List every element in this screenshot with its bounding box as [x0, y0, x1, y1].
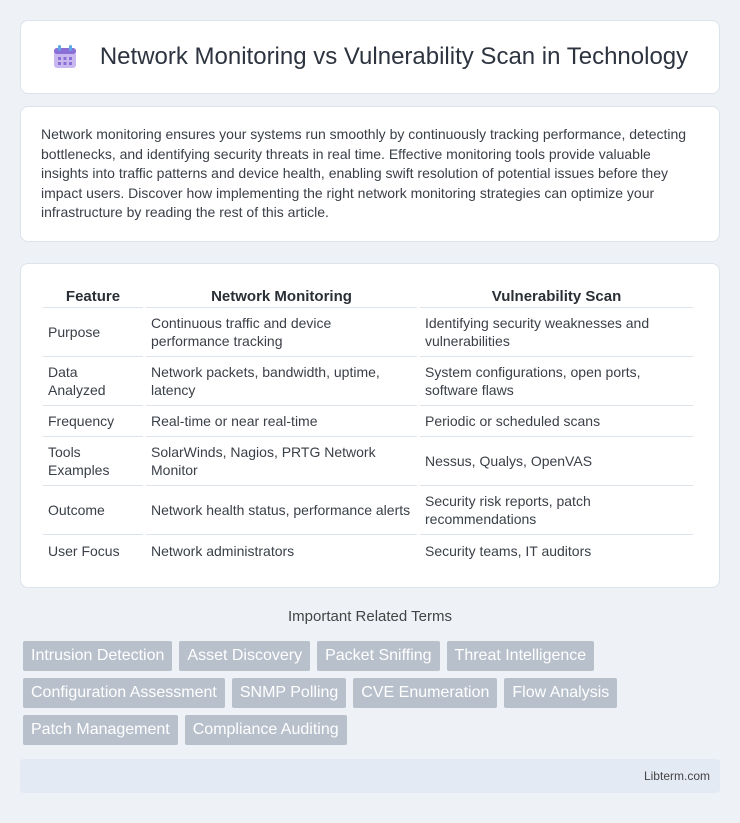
table-row [43, 437, 693, 486]
comparison-table-card [20, 263, 720, 588]
tag-flow-analysis[interactable]: Flow Analysis [504, 678, 617, 708]
tag-packet-sniffing[interactable]: Packet Sniffing [317, 641, 439, 671]
tag-snmp-polling[interactable]: SNMP Polling [232, 678, 346, 708]
network-monitoring-cell: Network administrators [151, 542, 295, 559]
related-terms-tags [23, 641, 663, 752]
table-row [43, 406, 693, 437]
page-title: Network Monitoring vs Vulnerability Scan in Technology [99, 43, 689, 70]
feature-cell: Purpose [43, 308, 143, 357]
tag-intrusion-detection[interactable]: Intrusion Detection [23, 641, 172, 671]
tag-threat-intelligence[interactable]: Threat Intelligence [447, 641, 595, 671]
related-terms-title: Important Related Terms [288, 608, 452, 625]
feature-cell: Data Analyzed [43, 357, 143, 406]
footer [20, 759, 720, 793]
network-monitoring-cell: SolarWinds, Nagios, PRTG Network Monitor [146, 437, 417, 486]
vulnerability-scan-cell: Nessus, Qualys, OpenVAS [420, 437, 693, 486]
tag-configuration-assessment[interactable]: Configuration Assessment [23, 678, 225, 708]
table-row [43, 486, 693, 535]
table-row [43, 535, 693, 566]
feature-cell: Frequency [43, 406, 143, 437]
feature-cell: User Focus [48, 542, 120, 559]
table-row [43, 357, 693, 406]
footer-site-link[interactable]: Libterm.com [643, 769, 710, 783]
vulnerability-scan-cell: Identifying security weaknesses and vulnerabilities [420, 308, 693, 357]
column-header-feature: Feature [43, 282, 143, 308]
intro-card [20, 106, 720, 242]
tag-patch-management[interactable]: Patch Management [23, 715, 178, 745]
comparison-table [40, 282, 696, 566]
calendar-icon [52, 44, 78, 70]
column-header-vulnerability-scan: Vulnerability Scan [420, 282, 693, 308]
tag-compliance-auditing[interactable]: Compliance Auditing [185, 715, 347, 745]
table-row [43, 308, 693, 357]
network-monitoring-cell: Real-time or near real-time [146, 406, 417, 437]
network-monitoring-cell: Network health status, performance alerts [146, 486, 417, 535]
vulnerability-scan-cell: System configurations, open ports, software flaws [420, 357, 693, 406]
network-monitoring-cell: Network packets, bandwidth, uptime, latency [146, 357, 417, 406]
feature-cell: Tools Examples [43, 437, 143, 486]
column-header-network-monitoring: Network Monitoring [146, 282, 417, 308]
tag-asset-discovery[interactable]: Asset Discovery [179, 641, 310, 671]
table-header-row [43, 282, 693, 308]
tag-cve-enumeration[interactable]: CVE Enumeration [353, 678, 497, 708]
vulnerability-scan-cell: Security teams, IT auditors [425, 542, 592, 559]
feature-cell: Outcome [43, 486, 143, 535]
vulnerability-scan-cell: Security risk reports, patch recommendations [420, 486, 693, 535]
intro-text: Network monitoring ensures your systems run smoothly by continuously tracking performance, detecting bottlenecks, and identifying security threats in real time. Effective monitoring tools provide valuable insights into traffic patterns and device health, enabling swift resolution of potential issues before they impact users. Discover how implementing the right network monitoring strategies can optimize your infrastructure by reading the rest of this article. [41, 126, 687, 220]
vulnerability-scan-cell: Periodic or scheduled scans [420, 406, 693, 437]
network-monitoring-cell: Continuous traffic and device performance tracking [146, 308, 417, 357]
header-card [20, 20, 720, 94]
